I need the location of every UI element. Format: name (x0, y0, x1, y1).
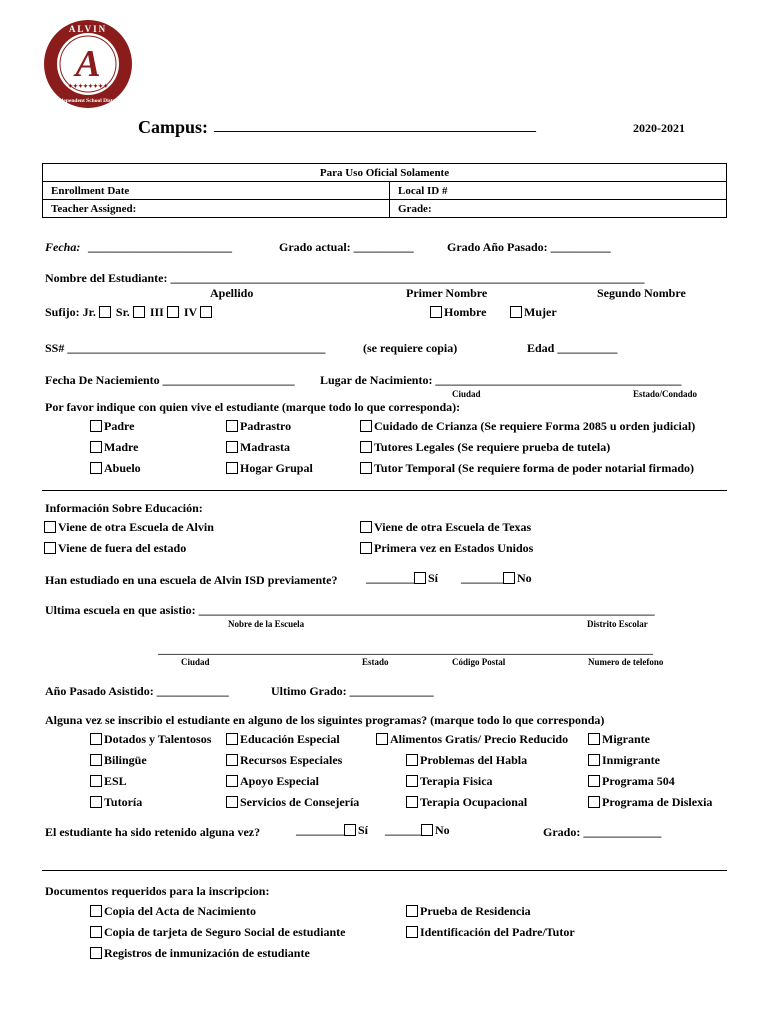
inmunizacion-label: Registros de inmunización de estudiante (104, 946, 310, 960)
padre-option[interactable] (90, 419, 141, 440)
programs-col2 (226, 732, 359, 816)
apellido-label: Apellido (210, 286, 254, 300)
retained-grado-field[interactable]: Grado: _____________ (543, 825, 662, 839)
tutoria-checkbox[interactable] (90, 796, 102, 808)
grado-actual-field[interactable]: Grado actual: __________ (279, 240, 414, 254)
tutores-legales-option[interactable] (360, 440, 695, 461)
education-title: Información Sobre Educación: (45, 501, 203, 515)
tutor-temporal-option[interactable] (360, 461, 695, 482)
sr-checkbox[interactable] (133, 306, 145, 318)
residencia-label: Prueba de Residencia (420, 904, 531, 918)
programs-col1 (90, 732, 211, 816)
iv-label: IV (183, 305, 197, 319)
distrito-label: Distrito Escolar (587, 619, 648, 629)
docs-divider (42, 870, 727, 871)
esl-checkbox[interactable] (90, 775, 102, 787)
fecha-label: Fecha: (45, 240, 81, 254)
address-field[interactable]: __________________________________________________________________________________________ (158, 644, 653, 656)
edad-field[interactable]: Edad __________ (527, 341, 618, 355)
retained-no-checkbox[interactable] (421, 824, 433, 836)
retained-si[interactable] (296, 823, 368, 838)
grade-cell[interactable]: Grade: (390, 200, 727, 218)
estado-condado-label: Estado/Condado (633, 389, 698, 399)
teacher-assigned-cell[interactable]: Teacher Assigned: (43, 200, 390, 218)
alimentos-option[interactable] (376, 732, 568, 753)
padre-label: Padre (104, 419, 135, 433)
educacion-especial-checkbox[interactable] (226, 733, 238, 745)
programa-504-checkbox[interactable] (588, 775, 600, 787)
tutoria-label: Tutoría (104, 795, 143, 809)
lives-question: Por favor indique con quien vive el estudiante (marque todo lo que corresponda): (45, 400, 461, 414)
cuidado-crianza-option[interactable] (360, 419, 695, 440)
retained-no-label: No (435, 823, 450, 837)
acta-label: Copia del Acta de Nacimiento (104, 904, 256, 918)
programa-504-label: Programa 504 (602, 774, 675, 788)
alimentos-label: Alimentos Gratis/ Precio Reducido (390, 732, 569, 746)
tutor-temporal-label: Tutor Temporal (Se requiere forma de poder notarial firmado) (374, 461, 694, 475)
official-use-title: Para Uso Oficial Solamente (43, 164, 727, 182)
lives-col3 (360, 419, 695, 482)
primer-nombre-label: Primer Nombre (406, 286, 488, 300)
prev-no-checkbox[interactable] (503, 572, 515, 584)
residencia-checkbox[interactable] (406, 905, 418, 917)
tutores-legales-checkbox[interactable] (360, 441, 372, 453)
alimentos-checkbox[interactable] (376, 733, 388, 745)
tutoria-option[interactable] (90, 795, 211, 816)
no-line: _______ (461, 571, 503, 585)
acta-option[interactable] (90, 904, 345, 925)
enrollment-date-cell[interactable]: Enrollment Date (43, 182, 390, 200)
addr-estado-label: Estado (362, 657, 389, 667)
abuelo-label: Abuelo (104, 461, 141, 475)
identificacion-option[interactable] (406, 925, 575, 946)
nombre-estudiante-field[interactable]: Nombre del Estudiante: _______________________________________________________________________________ (45, 271, 645, 285)
esl-option[interactable] (90, 774, 211, 795)
si-label: Sí (428, 571, 439, 585)
prev-alvin-question: Han estudiado en una escuela de Alvin ISD previamente? (45, 573, 338, 587)
cuidado-crianza-label: Cuidado de Crianza (Se requiere Forma 2085 u orden judicial) (374, 419, 696, 433)
inmigrante-checkbox[interactable] (588, 754, 600, 766)
docs-col2 (406, 904, 575, 946)
campus-field[interactable]: ______________________________________________ (214, 119, 536, 134)
dislexia-label: Programa de Dislexia (602, 795, 713, 809)
alvin-school-label: Viene de otra Escuela de Alvin (58, 520, 214, 534)
inmigrante-label: Inmigrante (602, 753, 660, 767)
dislexia-checkbox[interactable] (588, 796, 600, 808)
segundo-nombre-label: Segundo Nombre (597, 286, 686, 300)
ultima-escuela-field[interactable]: Ultima escuela en que asistio: ____________________________________________________________________________ (45, 603, 655, 617)
madrasta-option[interactable] (226, 440, 313, 461)
terapia-fisica-label: Terapia Fisica (420, 774, 493, 788)
madre-label: Madre (104, 440, 139, 454)
retained-no-line: ______ (385, 823, 421, 837)
texas-school-option[interactable] (360, 520, 531, 535)
madrasta-label: Madrasta (240, 440, 290, 454)
ciudad-label: Ciudad (452, 389, 481, 399)
hogar-grupal-label: Hogar Grupal (240, 461, 313, 475)
local-id-cell[interactable]: Local ID # (390, 182, 727, 200)
prev-si-checkbox[interactable] (414, 572, 426, 584)
hombre-label: Hombre (444, 305, 487, 319)
tutor-temporal-checkbox[interactable] (360, 462, 372, 474)
si-line: ________ (366, 571, 414, 585)
hogar-grupal-option[interactable] (226, 461, 313, 482)
iii-checkbox[interactable] (167, 306, 179, 318)
programs-col4 (588, 732, 712, 816)
nombre-escuela-label: Nobre de la Escuela (228, 619, 305, 629)
migrante-checkbox[interactable] (588, 733, 600, 745)
mujer-label: Mujer (524, 305, 557, 319)
campus-label: Campus: (138, 117, 209, 137)
dotados-label: Dotados y Talentosos (104, 732, 212, 746)
residencia-option[interactable] (406, 904, 575, 925)
section-divider (42, 490, 727, 491)
hogar-grupal-checkbox[interactable] (226, 462, 238, 474)
migrante-option[interactable] (588, 732, 712, 753)
bilingue-option[interactable] (90, 753, 211, 774)
educacion-especial-option[interactable] (226, 732, 359, 753)
abuelo-option[interactable] (90, 461, 141, 482)
consejeria-option[interactable] (226, 795, 359, 816)
padre-checkbox[interactable] (90, 420, 102, 432)
ano-pasado-field[interactable]: Año Pasado Asistido: ____________ (45, 684, 229, 698)
svg-text:✦✦✦✦✦✦✦✦: ✦✦✦✦✦✦✦✦ (67, 84, 109, 90)
apoyo-especial-checkbox[interactable] (226, 775, 238, 787)
migrante-label: Migrante (602, 732, 650, 746)
seguro-social-checkbox[interactable] (90, 926, 102, 938)
retained-si-line: ________ (296, 823, 344, 837)
madre-option[interactable] (90, 440, 141, 461)
retained-si-checkbox[interactable] (344, 824, 356, 836)
dotados-checkbox[interactable] (90, 733, 102, 745)
sufijo-row (45, 305, 214, 320)
fecha-nacimiento-field[interactable]: Fecha De Naciemiento ______________________ (45, 373, 295, 387)
apoyo-especial-label: Apoyo Especial (240, 774, 320, 788)
svg-text:Independent School District: Independent School District (55, 98, 121, 104)
madre-checkbox[interactable] (90, 441, 102, 453)
alvin-school-option[interactable] (44, 520, 214, 535)
retained-no[interactable] (385, 823, 450, 838)
out-of-state-checkbox[interactable] (44, 542, 56, 554)
addr-codigo-label: Código Postal (452, 657, 506, 667)
educacion-especial-label: Educación Especial (240, 732, 340, 746)
terapia-fisica-checkbox[interactable] (406, 775, 418, 787)
seguro-social-option[interactable] (90, 925, 345, 946)
texas-school-checkbox[interactable] (360, 521, 372, 533)
alvin-isd-logo (42, 18, 134, 110)
recursos-especiales-label: Recursos Especiales (240, 753, 343, 767)
cuidado-crianza-checkbox[interactable] (360, 420, 372, 432)
esl-label: ESL (104, 774, 127, 788)
mujer-option[interactable] (510, 305, 557, 320)
iv-checkbox[interactable] (200, 306, 212, 318)
habla-label: Problemas del Habla (420, 753, 528, 767)
iii-label: III (149, 305, 164, 319)
consejeria-checkbox[interactable] (226, 796, 238, 808)
first-time-us-option[interactable] (360, 541, 533, 556)
lugar-nacimiento-field[interactable]: Lugar de Nacimiento: _________________________________________ (320, 373, 682, 387)
habla-checkbox[interactable] (406, 754, 418, 766)
alvin-school-checkbox[interactable] (44, 521, 56, 533)
hombre-checkbox[interactable] (430, 306, 442, 318)
fecha-field[interactable]: ________________________ (88, 240, 232, 254)
retained-si-label: Sí (358, 823, 369, 837)
sr-label: Sr. (115, 305, 130, 319)
bilingue-checkbox[interactable] (90, 754, 102, 766)
inmunizacion-checkbox[interactable] (90, 947, 102, 959)
recursos-especiales-option[interactable] (226, 753, 359, 774)
out-of-state-option[interactable] (44, 541, 186, 556)
dislexia-option[interactable] (588, 795, 712, 816)
apoyo-especial-option[interactable] (226, 774, 359, 795)
ss-note: (se requiere copia) (363, 341, 458, 355)
padrastro-checkbox[interactable] (226, 420, 238, 432)
identificacion-checkbox[interactable] (406, 926, 418, 938)
addr-ciudad-label: Ciudad (181, 657, 210, 667)
terapia-ocupacional-option[interactable] (406, 795, 568, 816)
tutores-legales-label: Tutores Legales (Se requiere prueba de tutela) (374, 440, 611, 454)
svg-text:ALVIN: ALVIN (68, 24, 108, 34)
first-time-us-label: Primera vez en Estados Unidos (374, 541, 534, 555)
terapia-fisica-option[interactable] (406, 774, 568, 795)
prev-alvin-no[interactable] (461, 571, 532, 586)
first-time-us-checkbox[interactable] (360, 542, 372, 554)
svg-text:A: A (75, 43, 101, 85)
retained-question: El estudiante ha sido retenido alguna vez? (45, 825, 261, 839)
padrastro-option[interactable] (226, 419, 313, 440)
jr-checkbox[interactable] (99, 306, 111, 318)
out-of-state-label: Viene de fuera del estado (58, 541, 187, 555)
inmunizacion-option[interactable] (90, 946, 345, 967)
programs-question: Alguna vez se inscribio el estudiante en alguno de los siguintes programas? (marque todo lo que corresponda) (45, 713, 605, 727)
prev-alvin-si[interactable] (366, 571, 438, 586)
recursos-especiales-checkbox[interactable] (226, 754, 238, 766)
docs-col1 (90, 904, 345, 967)
terapia-ocupacional-label: Terapia Ocupacional (420, 795, 528, 809)
docs-title: Documentos requeridos para la inscripcion: (45, 884, 270, 898)
addr-telefono-label: Numero de telefono (588, 657, 664, 667)
ss-field[interactable]: SS# ___________________________________________ (45, 341, 326, 355)
ultimo-grado-field[interactable]: Ultimo Grado: ______________ (271, 684, 434, 698)
consejeria-label: Servicios de Consejería (240, 795, 360, 809)
abuelo-checkbox[interactable] (90, 462, 102, 474)
grado-pasado-field[interactable]: Grado Año Pasado: __________ (447, 240, 611, 254)
school-year: 2020-2021 (633, 121, 685, 135)
lives-col1 (90, 419, 141, 482)
mujer-checkbox[interactable] (510, 306, 522, 318)
habla-option[interactable] (406, 753, 568, 774)
identificacion-label: Identificación del Padre/Tutor (420, 925, 575, 939)
no-label: No (517, 571, 532, 585)
acta-checkbox[interactable] (90, 905, 102, 917)
bilingue-label: Bilingüe (104, 753, 147, 767)
official-use-table (42, 163, 727, 218)
sufijo-label: Sufijo: Jr. (45, 305, 96, 319)
madrasta-checkbox[interactable] (226, 441, 238, 453)
dotados-option[interactable] (90, 732, 211, 753)
inmigrante-option[interactable] (588, 753, 712, 774)
seguro-social-label: Copia de tarjeta de Seguro Social de estudiante (104, 925, 346, 939)
lives-col2 (226, 419, 313, 482)
terapia-ocupacional-checkbox[interactable] (406, 796, 418, 808)
texas-school-label: Viene de otra Escuela de Texas (374, 520, 532, 534)
programs-col3 (376, 732, 568, 816)
hombre-option[interactable] (430, 305, 486, 320)
padrastro-label: Padrastro (240, 419, 292, 433)
programa-504-option[interactable] (588, 774, 712, 795)
